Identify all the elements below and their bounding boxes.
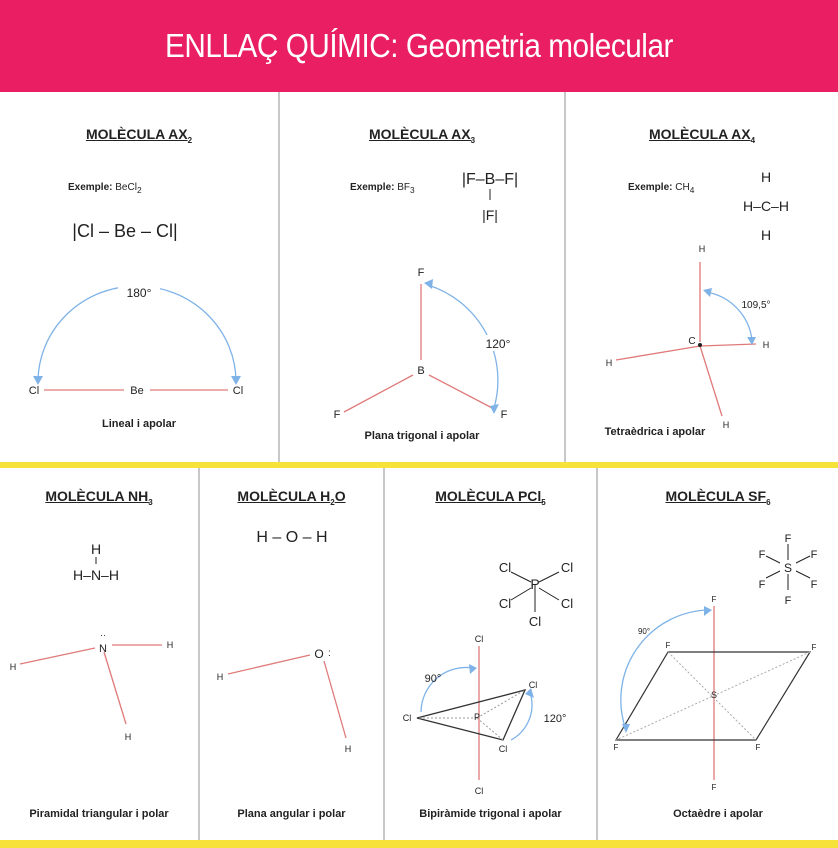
panel-title: MOLÈCULA $H_2O$ — [237, 488, 346, 507]
panel-ax3 — [280, 92, 564, 462]
example-text: Exemple: BeCl$_2$ — [68, 182, 142, 195]
caption: Lineal i apolar — [102, 418, 176, 430]
angle-label: 180° — [126, 286, 152, 300]
lewis-top: |F–B–F| — [461, 171, 519, 188]
bond — [20, 648, 95, 664]
lewis-cl: Cl — [560, 596, 574, 611]
sf6-diagram — [598, 468, 838, 840]
angle-arc — [621, 610, 708, 730]
atom-cl: Cl — [528, 680, 538, 690]
bond — [344, 375, 413, 412]
atom-be: Be — [130, 385, 144, 397]
lewis-f: F — [758, 549, 766, 561]
angle-arc — [38, 286, 236, 382]
ax3-diagram — [280, 92, 564, 462]
svg-text::: : — [328, 648, 331, 659]
lewis-f: F — [758, 579, 766, 591]
lewis-f: F — [810, 549, 818, 561]
panel-title: MOLÈCULA $NH_3$ — [45, 488, 153, 507]
lewis-structure: |Cl – Be – Cl| — [72, 221, 178, 241]
atom-f: F — [711, 783, 717, 792]
ax2-diagram — [0, 92, 278, 462]
atom-c: C — [688, 336, 696, 347]
caption: Bipiràmide trigonal i apolar — [419, 808, 562, 820]
caption: Tetraèdrica i apolar — [604, 426, 706, 438]
angle-arc-120 — [511, 696, 532, 740]
panel-sf6 — [598, 468, 838, 840]
atom-cl: Cl — [232, 385, 244, 397]
lewis-top: H — [760, 169, 772, 185]
lewis-cl: Cl — [498, 596, 512, 611]
atom-h: H — [124, 732, 132, 742]
atom-cl: Cl — [498, 744, 508, 754]
equatorial-triangle — [417, 690, 525, 740]
atom-h: H — [698, 244, 706, 254]
angle-label: 90° — [637, 627, 651, 636]
atom-f: F — [417, 267, 425, 279]
panel-title: MOLÈCULA $AX_2$ — [85, 126, 193, 145]
panel-title: MOLÈCULA PCl$_5$ — [435, 488, 546, 507]
atom-h: H — [9, 662, 17, 672]
nh3-diagram — [0, 468, 198, 840]
atom-h: H — [344, 744, 352, 754]
atom-cl: Cl — [28, 385, 40, 397]
pcl5-diagram — [385, 468, 596, 840]
lewis-cl: Cl — [560, 560, 574, 575]
atom-cl: Cl — [402, 713, 412, 723]
caption: Octaèdre i apolar — [673, 808, 763, 820]
panel-title: MOLÈCULA $AX_3$ — [368, 126, 476, 145]
lewis-structure: H – O – H — [256, 529, 328, 546]
page-title: ENLLAÇ QUÍMIC: Geometria molecular — [165, 27, 673, 64]
bond — [228, 655, 310, 674]
angle-label: 120° — [485, 337, 511, 351]
panel-title: MOLÈCULA $SF_6$ — [665, 488, 771, 507]
bond — [429, 375, 496, 410]
lewis-top: H — [90, 541, 102, 557]
atom-s: S — [710, 690, 718, 700]
lewis-bottom: |F| — [482, 207, 498, 223]
lewis-cl: Cl — [498, 560, 512, 575]
atom-f: F — [665, 641, 671, 650]
atom-cl: Cl — [474, 634, 484, 644]
ax4-diagram — [566, 92, 838, 462]
atom-h: H — [762, 340, 770, 350]
divider-bottom — [0, 840, 838, 848]
lewis-f: F — [784, 533, 792, 545]
h2o-diagram — [200, 468, 383, 840]
atom-f: F — [613, 743, 619, 752]
svg-text:··: ·· — [100, 630, 106, 640]
atom-h: H — [722, 420, 730, 430]
panel-pcl5 — [385, 468, 596, 840]
caption: Plana trigonal i apolar — [364, 430, 480, 442]
panel-h2o — [200, 468, 383, 840]
bond — [700, 344, 756, 346]
bond — [324, 661, 346, 738]
atom-b: B — [417, 365, 425, 377]
bond — [616, 346, 700, 360]
atom-p: P — [473, 712, 481, 722]
lewis-s: S — [783, 561, 793, 575]
caption: Plana angular i polar — [237, 808, 346, 820]
angle-label-120: 120° — [543, 713, 567, 725]
lewis-mid: H–C–H — [743, 198, 789, 214]
lewis-cl: Cl — [528, 614, 542, 629]
panel-ax4 — [566, 92, 838, 462]
bond — [104, 652, 126, 724]
lewis-p: P — [530, 576, 540, 592]
atom-h: H — [216, 672, 224, 682]
arrow-head-right — [231, 376, 241, 385]
angle-label: 109,5° — [741, 300, 771, 311]
atom-n: N — [99, 643, 107, 655]
atom-f: F — [811, 643, 817, 652]
atom-h: H — [166, 640, 174, 650]
lewis-f: F — [810, 579, 818, 591]
panel-title: MOLÈCULA $AX_4$ — [648, 126, 756, 145]
atom-f: F — [333, 409, 341, 421]
example-text: Exemple: $CH_4$ — [628, 182, 695, 195]
lewis-mid: H–N–H — [73, 567, 119, 583]
panel-ax2 — [0, 92, 278, 462]
arrow-head-left — [33, 376, 43, 385]
atom-f: F — [755, 743, 761, 752]
atom-o: O — [314, 647, 324, 661]
lewis-bottom: H — [760, 227, 772, 243]
angle-label-90: 90° — [424, 673, 442, 685]
atom-f: F — [711, 595, 717, 604]
lewis-f: F — [784, 595, 792, 607]
bond — [700, 346, 722, 416]
panel-nh3 — [0, 468, 198, 840]
atom-f: F — [500, 409, 508, 421]
caption: Piramidal triangular i polar — [29, 808, 169, 820]
example-text: Exemple: $BF_3$ — [350, 182, 415, 195]
atom-h: H — [605, 358, 613, 368]
header-banner — [0, 0, 838, 92]
atom-cl: Cl — [474, 786, 484, 796]
